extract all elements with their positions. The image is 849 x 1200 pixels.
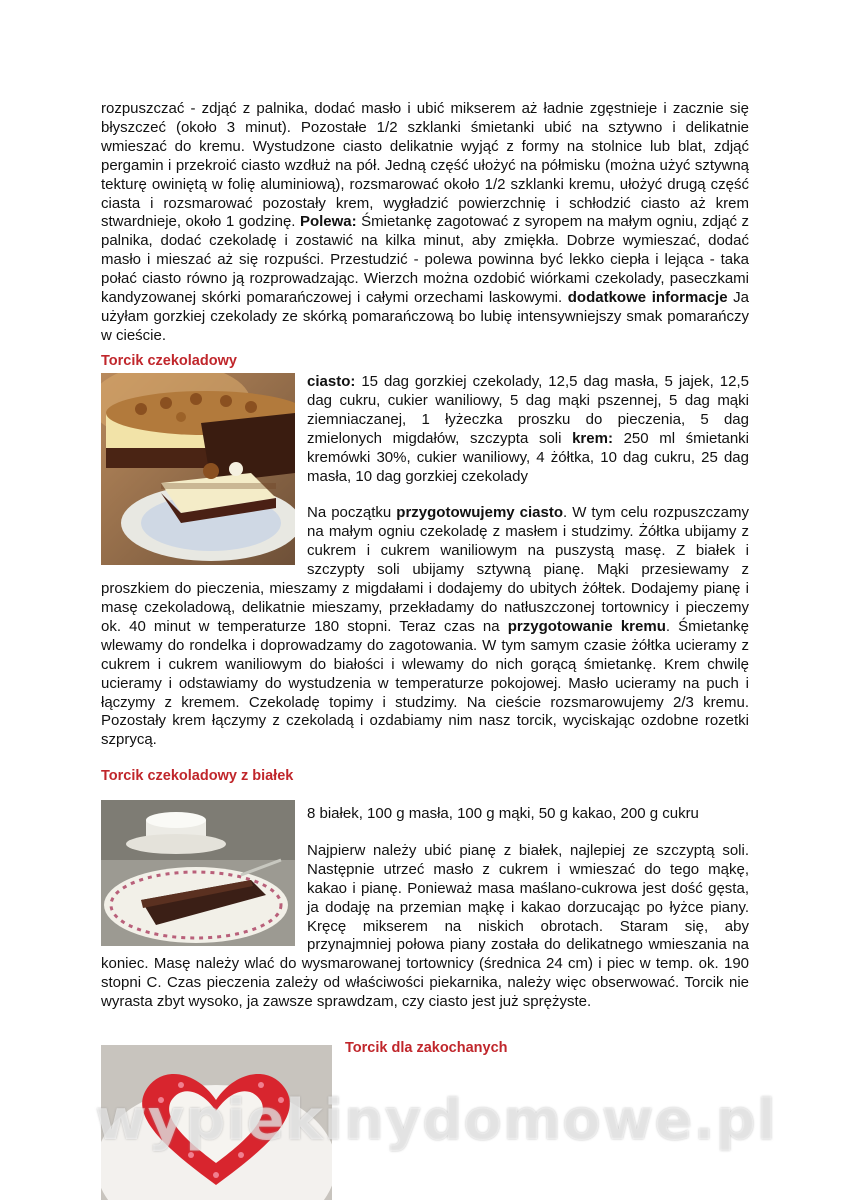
- method-bold-1: przygotowujemy ciasto: [396, 504, 564, 522]
- recipe1-body: [101, 373, 749, 750]
- ciasto-label: ciasto:: [307, 373, 356, 390]
- chocolate-cake-photo: [101, 373, 295, 565]
- recipe2-ingredients: 8 białek, 100 g masła, 100 g mąki, 50 g kakao, 200 g cukru: [307, 805, 699, 822]
- polewa-label: Polewa:: [299, 213, 357, 231]
- krem-label: krem:: [572, 429, 613, 447]
- watermark-text: wypiekinydomowe.pl: [95, 1088, 777, 1153]
- recipe3-title: Torcik dla zakochanych: [345, 1040, 508, 1056]
- method-bold-2: przygotowanie kremu: [507, 617, 666, 635]
- intro-text-2: Śmietankę zagotować z syropem na małym ogniu, zdjąć z palnika, dodać czekoladę i zostawić na kilka minut, aby zmiękła. Dobrze wymieszać, dodać masło i mieszać aż się rozpuści. Przestudzić - polewa powinna być lekko ciepła i lejąca - taka połać ciasto równo ją rozprowadzając. Wierzch można ozdobić wiórkami czekolady, paseczkami kandyzowanej skórki pomarańczowej i całymi orzechami laskowymi.: [101, 213, 749, 307]
- extra-info-label: dodatkowe informacje: [567, 289, 728, 307]
- egg-white-cake-photo: [101, 800, 295, 946]
- recipe2-title: Torcik czekoladowy z białek: [101, 768, 294, 784]
- method-text-a: Na początku: [307, 504, 392, 522]
- ciasto-text: 15 dag gorzkiej czekolady, 12,5 dag masła, 5 jajek, 12,5 dag cukru, cukier waniliowy, 5 dag mąki pszennej, 5 dag mąki ziemniaczanej, 1 łyżeczka proszku do pieczenia, 5 dag zmielonych migdałów, szczypta soli: [307, 373, 749, 447]
- krem-text: 250 ml śmietanki kremówki 30%, cukier waniliowy, 4 żółtka, 10 dag cukru, 25 dag masła, 10 dag gorzkiej czekolady: [307, 429, 750, 485]
- method-text-d: . Śmietankę wlewamy do rondelka i doprowadzamy do zagotowania. W tym samym czasie żółtka ucieramy z cukrem i cukrem waniliowym do białości i wlewamy do nich gorącą śmietankę. Krem chwilę ucieramy i odstawiamy do wystudzenia w temperaturze pokojowej. Masło ucieramy na puch i łączymy z kremem. Czekoladę topimy i studzimy. Na cieście rozsmarowujemy 2/3 kremu. Pozostały krem łączymy z czekoladą i ozdabiamy nim nasz torcik, wyciskając ozdobne rozetki szprycą.: [101, 617, 750, 749]
- intro-paragraph: [101, 100, 749, 346]
- intro-text-1: rozpuszczać - zdjąć z palnika, dodać masło i ubić mikserem aż ładnie zgęstnieje i zacznie się błyszczeć (około 3 minut). Pozostałe 1/2 szklanki śmietanki ubić na sztywno i delikatnie wmieszać do kremu. Wystudzone ciasto delikatnie wyjąć z formy na stolnice lub blat, zdjąć pergamin i przekroić ciasto wzdłuż na pół. Jedną część ułożyć na półmisku (można użyć sztywną tekturę owiniętą w folię aluminiową), rozsmarować około 1/2 szklanki kremu, ułożyć drugą część ciasta i rozsmarować pozostały krem, wygładzić powierzchnię i schłodzić ciasto aż krem stwardnieje, około 1 godzinę.: [101, 100, 749, 231]
- recipe2-method: Najpierw należy ubić pianę z białek, najlepiej ze szczyptą soli. Następnie utrzeć masło z cukrem i wmieszać do tego mąkę, kakao i pianę. Ponieważ masa maślano-cukrowa jest dość gęsta, ja dodaję na przemian mąkę i kakao dorzucając po łyżce piany. Kręcę mikserem na niskich obrotach. Staram się, aby przynajmniej połowa piany została do delikatnego wmieszania na koniec. Masę należy wlać do wysmarowanej tortownicy (średnica 24 cm) i piec w temp. ok. 190 stopni C. Czas pieczenia zależy od właściwości piekarnika, należy więc obserwować. Torcik nie wyrasta zbyt wysoko, ja zawsze sprawdzam, czy ciasto jest już sprężyste.: [101, 841, 749, 1011]
- recipe2-body: [101, 805, 749, 1012]
- recipe1-title: Torcik czekoladowy: [101, 353, 237, 369]
- intro-text-3: Ja użyłam gorzkiej czekolady ze skórką pomarańczową bo lubię intensywniejszy smak pomarańczy w cieście.: [101, 289, 749, 344]
- method-text-c: . W tym celu rozpuszczamy na małym ogniu czekoladę z masłem i studzimy. Żółtka ubijamy z cukrem i cukrem waniliowym na puszystą masę. Z białek i szczypty soli ubijamy sztywną pianę. Mąki przesiewamy z proszkiem do pieczenia, mieszamy z migdałami i dodajemy do ubitych żółtek. Dodajemy pianę i masę czekoladową, delikatnie mieszamy, przekładamy do natłuszczonej tortownicy i pieczemy ok. 40 minut w temperaturze 180 stopni. Teraz czas na: [101, 504, 749, 635]
